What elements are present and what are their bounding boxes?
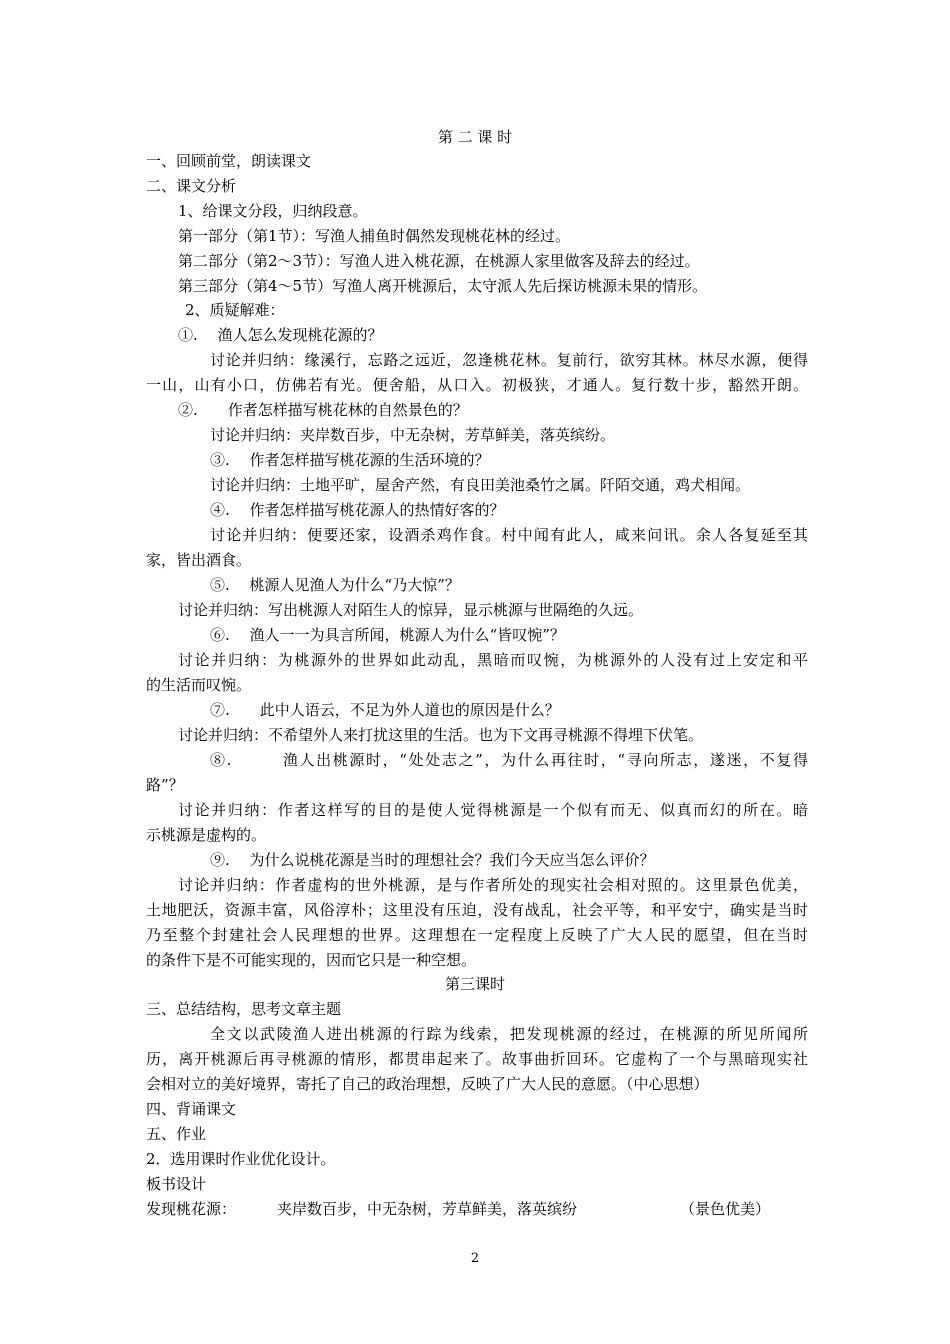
board-row-content: 夹岸数百步，中无杂树，芳草鲜美，落英缤纷	[277, 1200, 578, 1218]
answer-8-line-2: 示桃源是虚构的。	[146, 826, 267, 844]
answer-9-line-2: 土地肥沃，资源丰富，风俗淳朴；这里没有压迫，没有战乱，社会平等，和平安宁，确实是当时	[146, 901, 808, 919]
summary-line-3: 会相对立的美好境界，寄托了自己的政治理想，反映了广大人民的意愿。（中心思想）	[146, 1075, 709, 1093]
question-8-line-2: 路”？	[146, 776, 184, 794]
part-2: 第二部分（第2～3节）：写渔人进入桃花源，在桃源人家里做客及辞去的经过。	[178, 252, 700, 270]
part-3: 第三部分（第4～5节）写渔人离开桃源后，太守派人先后探访桃源未果的情形。	[178, 277, 708, 295]
homework-item: 2．选用课时作业优化设计。	[146, 1150, 336, 1168]
answer-1-line-2: 一山，山有小口，仿佛若有光。便舍船，从口入。初极狭，才通人。复行数十步，豁然开朗。	[146, 376, 808, 394]
answer-7: 讨论并归纳：不希望外人来打扰这里的生活。也为下文再寻桃源不得埋下伏笔。	[178, 726, 704, 744]
question-2: ②. 作者怎样描写桃花林的自然景色的？	[178, 401, 468, 419]
answer-9-line-4: 的条件下是不可能实现的，因而它只是一种空想。	[146, 951, 477, 969]
section-homework: 五、作业	[146, 1125, 207, 1143]
answer-9-line-3: 乃至整个封建社会人民理想的世界。这理想在一定程度上反映了广大人民的愿望，但在当时	[146, 926, 808, 944]
lesson2-heading: 第 二 课 时	[437, 128, 513, 146]
part-1: 第一部分（第1节）：写渔人捕鱼时偶然发现桃花林的经过。	[178, 227, 571, 245]
question-1: ①. 渔人怎么发现桃花源的？	[178, 326, 383, 344]
board-row-label: 发现桃花源：	[146, 1200, 237, 1218]
answer-4-line-2: 家，皆出酒食。	[146, 551, 252, 569]
board-design-title: 板书设计	[146, 1175, 207, 1193]
board-row-note: （景色优美）	[680, 1200, 771, 1218]
section-recite: 四、背诵课文	[146, 1100, 237, 1118]
section-summary: 三、总结结构，思考文章主题	[146, 1000, 342, 1018]
section-analysis: 二、课文分析	[146, 177, 237, 195]
summary-line-2: 历，离开桃源后再寻桃源的情形，都贯串起来了。故事曲折回环。它虚构了一个与黑暗现实社	[146, 1050, 808, 1068]
answer-6-line-2: 的生活而叹惋。	[146, 676, 252, 694]
question-5: ⑤. 桃源人见渔人为什么“乃大惊”？	[210, 576, 460, 594]
section-review: 一、回顾前堂，朗读课文	[146, 152, 312, 170]
answer-5: 讨论并归纳：写出桃源人对陌生人的惊异，显示桃源与世隔绝的久远。	[178, 601, 644, 619]
page-number: 2	[470, 1251, 480, 1266]
question-7: ⑦. 此中人语云，不足为外人道也的原因是什么？	[210, 701, 560, 719]
answer-6-line-1: 讨论并归纳：为桃源外的世界如此动乱，黑暗而叹惋，为桃源外的人没有过上安定和平	[178, 651, 808, 669]
lesson3-heading: 第三课时	[444, 975, 505, 993]
question-6: ⑥. 渔人一一为具言所闻，桃源人为什么“皆叹惋”？	[210, 626, 565, 644]
question-8-line-1: ⑧. 渔人出桃源时，“处处志之”，为什么再往时，“寻向所志，遂迷，不复得	[210, 751, 808, 769]
question-4: ④. 作者怎样描写桃花源人的热情好客的？	[210, 501, 505, 519]
answer-8-line-1: 讨论并归纳：作者这样写的目的是使人觉得桃源是一个似有而无、似真而幻的所在。暗	[178, 801, 808, 819]
answer-4-line-1: 讨论并归纳：便要还家，设酒杀鸡作食。村中闻有此人，咸来问讯。余人各复延至其	[210, 526, 808, 544]
answer-3: 讨论并归纳：土地平旷，屋舍产然，有良田美池桑竹之属。阡陌交通，鸡犬相闻。	[210, 476, 751, 494]
answer-1-line-1: 讨论并归纳：缘溪行，忘路之远近，忽逢桃花林。复前行，欲穷其林。林尽水源，便得	[210, 351, 808, 369]
answer-9-line-1: 讨论并归纳：作者虚构的世外桃源，是与作者所处的现实社会相对照的。这里景色优美，	[178, 876, 808, 894]
qa-title: 2、质疑解难：	[185, 301, 285, 319]
summary-line-1: 全文以武陵渔人进出桃源的行踪为线索，把发现桃源的经过，在桃源的所见所闻所	[210, 1025, 808, 1043]
question-9: ⑨. 为什么说桃花源是当时的理想社会？我们今天应当怎么评价？	[210, 851, 655, 869]
question-3: ③. 作者怎样描写桃花源的生活环境的？	[210, 451, 490, 469]
answer-2: 讨论并归纳：夹岸数百步，中无杂树，芳草鲜美，落英缤纷。	[210, 426, 616, 444]
analysis-intro: 1、给课文分段，归纳段意。	[178, 202, 368, 220]
